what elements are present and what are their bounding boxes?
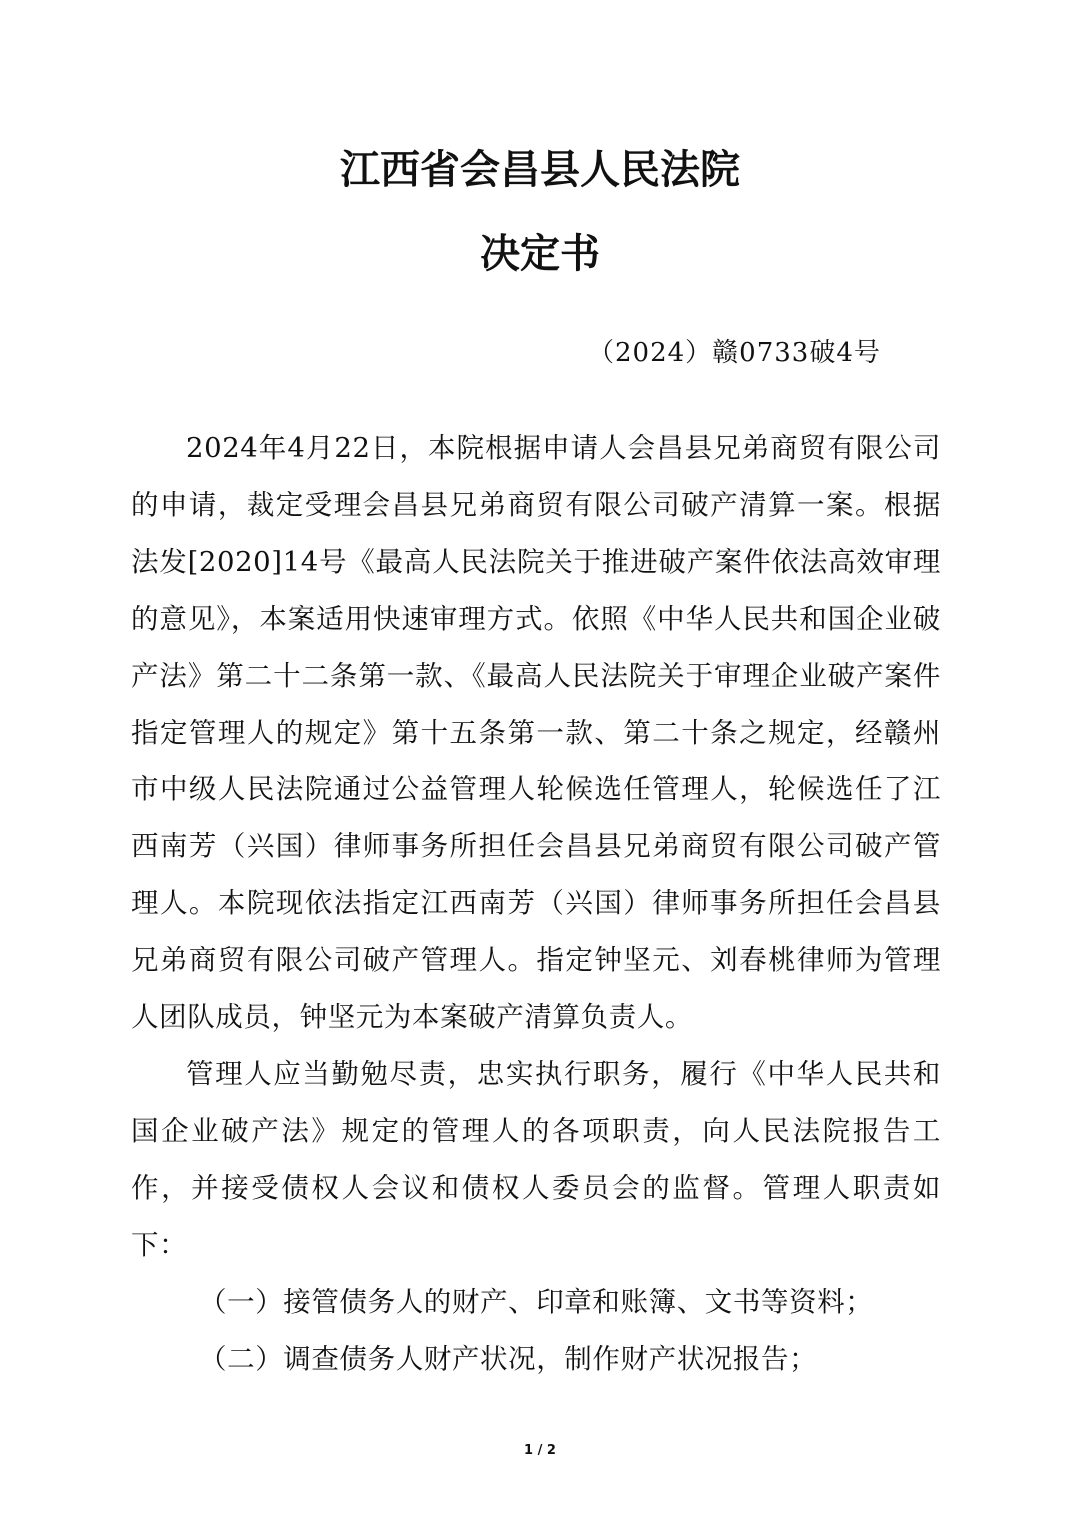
paragraph-administrator-duties: 管理人应当勤勉尽责，忠实执行职务，履行《中华人民共和国企业破产法》规定的管理人的各项职责，向人民法院报告工作，并接受债权人会议和债权人委员会的监督。管理人职责如下： — [131, 1057, 941, 1261]
document-body — [131, 420, 941, 1387]
duty-item: （二）调查债务人财产状况，制作财产状况报告； — [199, 1342, 818, 1375]
duty-item: （一）接管债务人的财产、印章和账簿、文书等资料； — [199, 1285, 874, 1318]
case-number: （2024）赣0733破4号 — [588, 338, 881, 368]
court-title: 江西省会昌县人民法院 — [340, 146, 740, 193]
page-number: 1 / 2 — [524, 1443, 556, 1458]
document-type-title: 决定书 — [480, 230, 600, 277]
paragraph-acceptance-and-appointment: 2024年4月22日，本院根据申请人会昌县兄弟商贸有限公司的申请，裁定受理会昌县兄弟商贸有限公司破产清算一案。根据法发[2020]14号《最高人民法院关于推进破产案件依法高效审理的意见》，本案适用快速审理方式。依照《中华人民共和国企业破产法》第二十二条第一款、《最高人民法院关于审理企业破产案件指定管理人的规定》第十五条第一款、第二十条之规定，经赣州市中级人民法院通过公益管理人轮候选任管理人，轮候选任了江西南芳（兴国）律师事务所担任会昌县兄弟商贸有限公司破产管理人。本院现依法指定江西南芳（兴国）律师事务所担任会昌县兄弟商贸有限公司破产管理人。指定钟坚元、刘春桃律师为管理人团队成员，钟坚元为本案破产清算负责人。 — [131, 432, 941, 1034]
